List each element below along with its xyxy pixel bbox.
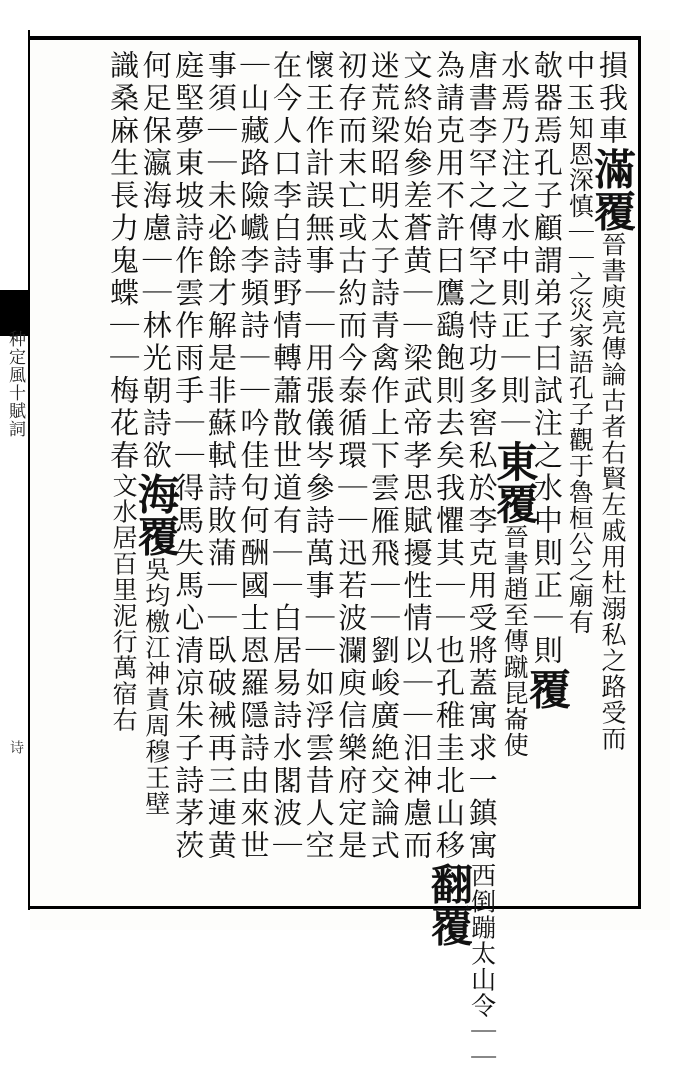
vertical-text-body xyxy=(48,50,637,1071)
text-column xyxy=(204,50,237,900)
column-text: 何足保瀛海慮｜｜林光朝詩欲 xyxy=(138,50,173,473)
column-text: 迷荒梁昭明太子詩青禽作上下雲雁飛｜｜劉峻廣絶交論式 xyxy=(366,50,401,863)
column-note: 西倒蹦太山令｜｜ xyxy=(467,862,497,1071)
text-column xyxy=(588,50,637,900)
column-text: 懷王作計誤無事｜｜用張儀岑參詩萬事｜｜如浮雲昔人空 xyxy=(301,50,336,863)
column-text: 事須｜｜未必餘才解是非蘇軾詩敗蒲｜｜臥破裓再三連黄 xyxy=(203,50,238,863)
column-text: 識桑麻生長力鬼蝶｜｜梅花春 xyxy=(106,50,141,473)
text-column xyxy=(302,50,335,900)
text-column xyxy=(107,50,140,900)
column-note: 晉書趙至傳蹴昆崙使 xyxy=(500,524,530,758)
text-column xyxy=(237,50,270,900)
text-column xyxy=(490,50,540,900)
column-text: 水焉乃注之水中則正｜則｜ xyxy=(497,50,532,440)
column-text: 在今人口李白詩野情轉蕭散世道有｜｜白居易詩水閣波｜ xyxy=(269,50,304,863)
column-text: ｜山藏路險巇李頻詩｜｜吟佳句何酬國士恩羅隱詩由來世 xyxy=(236,50,271,863)
column-text: 文終始參差蒼黄｜｜梁武帝孝思賦擾性情以｜｜汨神慮而 xyxy=(399,50,434,863)
column-note: 文水居百里泥行萬宿右 xyxy=(109,472,139,733)
text-column xyxy=(400,50,433,900)
top-rule xyxy=(30,36,638,40)
text-column xyxy=(563,50,596,900)
headword: 海覆 xyxy=(131,472,181,557)
text-column xyxy=(464,50,499,1071)
adjacent-page-edge xyxy=(0,30,30,910)
headword: 翻覆 xyxy=(425,862,475,947)
headword: 東覆 xyxy=(490,440,540,524)
column-note: 晉書庾亮傳論古者右賢左戚用杜溺私之路受而 xyxy=(598,231,627,752)
column-text: 欹器焉孔子顧謂弟子曰試注之水中則正｜則 xyxy=(529,50,564,668)
text-column xyxy=(269,50,302,900)
text-column xyxy=(425,50,475,947)
column-text: 庭堅夢東坡詩作雲作雨手｜｜得馬失馬心清凉朱子詩茅茨 xyxy=(171,50,206,863)
column-text: 唐書李罕之傳罕之恃功多窖私於李克用受將蓋寓求一鎮寓 xyxy=(464,50,499,863)
text-column xyxy=(131,50,181,900)
right-rule xyxy=(638,36,641,909)
text-column xyxy=(335,50,368,900)
bottom-rule xyxy=(30,906,638,909)
column-text: 損我車 xyxy=(595,50,629,148)
edge-bottom-mark: 诗 xyxy=(8,740,24,754)
headword: 覆 xyxy=(522,667,572,710)
column-note: 吳均檄江神責周穆王壁 xyxy=(141,556,171,817)
text-column xyxy=(367,50,400,900)
edge-label: 种定風十賦詞 xyxy=(5,330,25,438)
column-note: 知恩深慎｜｜之災家語孔子觀于魯桓公之廟有 xyxy=(565,115,595,635)
column-text: 初存而末亡或古約而今泰循環｜｜迅若波瀾庾信樂府定是 xyxy=(334,50,369,863)
headword: 滿覆 xyxy=(588,147,637,232)
column-text: 中玉 xyxy=(562,50,597,115)
column-text: 為請克用不許曰鷹鷂飽則去矣我懼其｜｜也孔稚圭北山移 xyxy=(432,50,467,863)
